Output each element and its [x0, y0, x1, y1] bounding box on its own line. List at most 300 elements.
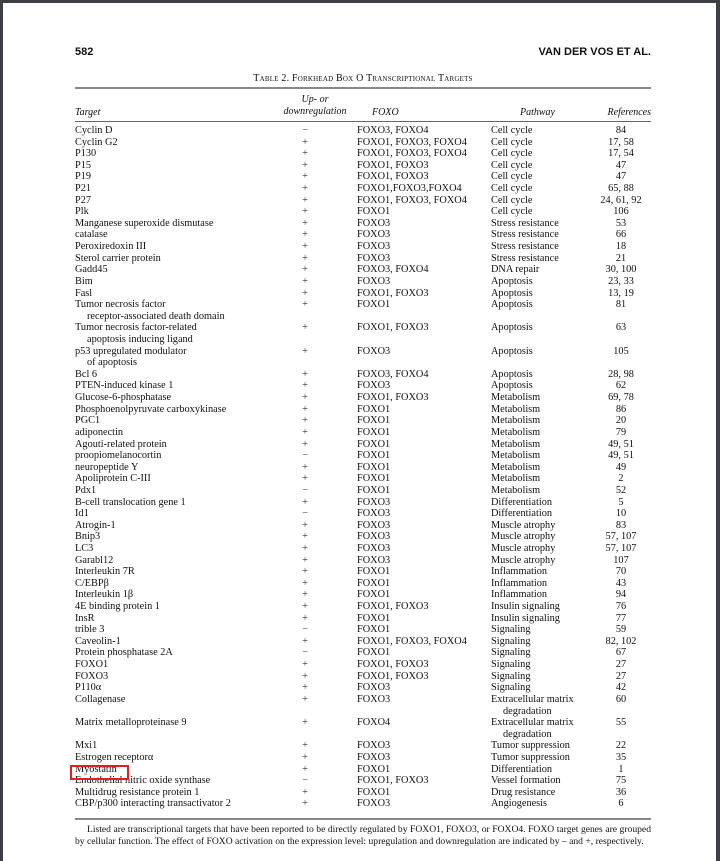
- table-row: [75, 206, 651, 218]
- header-regulation-line1: Up- or: [301, 94, 329, 105]
- cell-target: [75, 137, 118, 149]
- cell-regulation: +: [302, 368, 308, 380]
- table-row: [75, 392, 651, 404]
- cell-regulation: +: [302, 717, 308, 729]
- cell-pathway: [491, 764, 552, 776]
- table-top-rule: [75, 87, 651, 89]
- cell-foxo: FOXO1: [357, 415, 391, 427]
- cell-regulation: +: [302, 415, 308, 427]
- cell-pathway-text: Signaling: [491, 670, 531, 682]
- cell-pathway: [491, 659, 530, 671]
- cell-target: [75, 322, 197, 345]
- table-row: [75, 764, 651, 776]
- cell-target-text: Tumor necrosis factor: [75, 299, 166, 311]
- cell-pathway: [491, 473, 540, 485]
- cell-pathway: [491, 415, 540, 427]
- table-row: [75, 485, 651, 497]
- table-row: [75, 589, 651, 601]
- cell-pathway-text: Signaling: [491, 647, 531, 659]
- cell-regulation: +: [302, 403, 308, 415]
- cell-foxo: FOXO3: [357, 740, 391, 752]
- cell-target: [75, 624, 104, 636]
- running-head: [75, 46, 651, 60]
- cell-regulation: +: [302, 148, 308, 160]
- cell-target: [75, 148, 96, 160]
- cell-foxo: FOXO1, FOXO3: [357, 159, 429, 171]
- cell-references: 49, 51: [608, 438, 634, 450]
- cell-target: [75, 462, 138, 474]
- cell-pathway-text: Metabolism: [491, 484, 541, 496]
- cell-regulation: +: [302, 531, 308, 543]
- cell-regulation: −: [302, 125, 308, 136]
- header-target: Target: [75, 107, 101, 118]
- table-row: [75, 369, 651, 381]
- cell-foxo: FOXO1, FOXO3, FOXO4: [357, 148, 467, 160]
- cell-pathway-text: Muscle atrophy: [491, 542, 556, 554]
- cell-pathway: [491, 787, 555, 799]
- cell-pathway-text: Cell cycle: [491, 194, 533, 206]
- cell-pathway-continuation: degradation: [503, 728, 552, 740]
- cell-references: 53: [615, 217, 627, 229]
- cell-target-text: Garabl12: [75, 554, 114, 566]
- cell-pathway: [491, 322, 533, 334]
- cell-target-text: P15: [75, 159, 92, 171]
- cell-regulation: +: [302, 635, 308, 647]
- header-references: References: [607, 107, 651, 118]
- cell-pathway: [491, 427, 540, 439]
- cell-foxo: FOXO1, FOXO3, FOXO4: [357, 635, 467, 647]
- table-row: [75, 299, 651, 322]
- cell-references: 36: [615, 786, 627, 798]
- cell-pathway-text: Signaling: [491, 659, 531, 671]
- cell-foxo: FOXO1: [357, 566, 391, 578]
- cell-foxo: FOXO3: [357, 508, 391, 520]
- cell-foxo: FOXO1: [357, 484, 391, 496]
- cell-references: 17, 58: [608, 136, 634, 148]
- cell-references: 63: [615, 322, 627, 334]
- cell-target: [75, 497, 186, 509]
- cell-target: [75, 531, 100, 543]
- cell-pathway: [491, 636, 530, 648]
- cell-foxo: FOXO1: [357, 206, 391, 218]
- cell-regulation: +: [302, 763, 308, 775]
- cell-references: 5: [618, 496, 624, 508]
- table-header: [75, 94, 651, 120]
- cell-pathway: [491, 555, 555, 567]
- cell-target-text: CBP/p300 interacting transactivator 2: [75, 798, 231, 810]
- cell-target: [75, 264, 108, 276]
- cell-target-text: neuropeptide Y: [75, 461, 139, 473]
- cell-pathway-text: Vessel formation: [491, 775, 561, 787]
- cell-references: 52: [615, 484, 627, 496]
- cell-target-text: Fasl: [75, 287, 93, 299]
- cell-pathway-text: Metabolism: [491, 403, 541, 415]
- cell-pathway-text: Differentiation: [491, 763, 552, 775]
- cell-foxo: FOXO1: [357, 438, 391, 450]
- cell-pathway-text: Apoptosis: [491, 299, 533, 311]
- cell-references: 83: [615, 519, 627, 531]
- cell-target-text: Sterol carrier protein: [75, 252, 161, 264]
- cell-target: [75, 253, 161, 265]
- cell-target-text: adiponectin: [75, 426, 124, 438]
- cell-target-text: Multidrug resistance protein 1: [75, 786, 200, 798]
- cell-references: 107: [613, 554, 629, 566]
- cell-pathway: [491, 299, 533, 311]
- table-row: [75, 462, 651, 474]
- cell-foxo: FOXO1: [357, 450, 391, 462]
- cell-pathway: [491, 543, 555, 555]
- cell-pathway-text: Tumor suppression: [491, 740, 570, 752]
- document-page: [3, 3, 716, 861]
- cell-target-text: Mxi1: [75, 740, 98, 752]
- cell-references: 47: [615, 159, 627, 171]
- cell-target-text: Protein phosphatase 2A: [75, 647, 173, 659]
- cell-regulation: +: [302, 496, 308, 508]
- cell-target: [75, 589, 133, 601]
- cell-pathway-text: Extracellular matrix: [491, 693, 574, 705]
- cell-regulation: +: [302, 542, 308, 554]
- cell-target-text: Pdx1: [75, 484, 97, 496]
- table-row: [75, 531, 651, 543]
- table-row: [75, 160, 651, 172]
- cell-target: [75, 229, 108, 241]
- cell-regulation: −: [302, 775, 308, 787]
- cell-pathway-text: Differentiation: [491, 496, 552, 508]
- cell-target-text: P27: [75, 194, 92, 206]
- table-row: [75, 427, 651, 439]
- cell-pathway-text: Apoptosis: [491, 275, 533, 287]
- cell-pathway: [491, 671, 530, 683]
- cell-pathway-text: Stress resistance: [491, 241, 559, 253]
- cell-references: 84: [615, 125, 627, 136]
- table-row: [75, 264, 651, 276]
- cell-regulation: +: [302, 217, 308, 229]
- cell-pathway: [491, 798, 547, 810]
- cell-foxo: FOXO3: [357, 229, 391, 241]
- cell-foxo: FOXO4: [357, 717, 391, 729]
- table-row: [75, 508, 651, 520]
- cell-references: 75: [615, 775, 627, 787]
- cell-regulation: +: [302, 566, 308, 578]
- cell-pathway: [491, 404, 540, 416]
- table-row: [75, 183, 651, 195]
- cell-regulation: +: [302, 554, 308, 566]
- cell-regulation: +: [302, 461, 308, 473]
- cell-regulation: +: [302, 229, 308, 241]
- cell-target: [75, 450, 161, 462]
- cell-foxo: FOXO3, FOXO4: [357, 368, 429, 380]
- cell-references: 55: [615, 717, 627, 729]
- cell-regulation: +: [302, 345, 308, 357]
- cell-references: 6: [618, 798, 624, 810]
- cell-references: 23, 33: [608, 275, 634, 287]
- cell-target-text: Estrogen receptorα: [75, 751, 154, 763]
- cell-references: 21: [615, 252, 627, 264]
- cell-regulation: +: [302, 751, 308, 763]
- cell-pathway-text: Apoptosis: [491, 322, 533, 334]
- cell-foxo: FOXO1, FOXO3: [357, 287, 429, 299]
- cell-pathway: [491, 613, 560, 625]
- cell-references: 70: [615, 566, 627, 578]
- cell-regulation: +: [302, 682, 308, 694]
- cell-regulation: −: [302, 450, 308, 462]
- cell-references: 105: [613, 345, 629, 357]
- cell-references: 59: [615, 624, 627, 636]
- cell-regulation: +: [302, 159, 308, 171]
- cell-references: 27: [615, 670, 627, 682]
- cell-target-text: P130: [75, 148, 97, 160]
- cell-foxo: FOXO1, FOXO3: [357, 659, 429, 671]
- header-foxo: FOXO: [372, 107, 399, 118]
- cell-regulation: +: [302, 252, 308, 264]
- table-row: [75, 288, 651, 300]
- cell-pathway-text: Insulin signaling: [491, 601, 560, 613]
- cell-target-text: Matrix metalloproteinase 9: [75, 717, 187, 729]
- table-row: [75, 740, 651, 752]
- cell-target: [75, 218, 213, 230]
- cell-foxo: FOXO1: [357, 577, 391, 589]
- cell-references: 49: [615, 461, 627, 473]
- cell-foxo: FOXO1: [357, 461, 391, 473]
- table-row: [75, 450, 651, 462]
- cell-target: [75, 775, 210, 787]
- cell-target: [75, 601, 160, 613]
- cell-target-text: P21: [75, 183, 92, 195]
- cell-target-continuation: receptor-associated death domain: [87, 310, 225, 322]
- cell-pathway: [491, 578, 547, 590]
- cell-pathway-text: Cell cycle: [491, 206, 533, 218]
- table-row: [75, 322, 651, 345]
- cell-pathway: [491, 531, 555, 543]
- cell-foxo: FOXO3: [357, 751, 391, 763]
- cell-target-text: Myostatin: [75, 763, 117, 775]
- cell-target: [75, 485, 96, 497]
- cell-target-text: Interleukin 7R: [75, 566, 135, 578]
- cell-foxo: FOXO3: [357, 275, 391, 287]
- cell-pathway: [491, 218, 559, 230]
- cell-pathway: [491, 508, 552, 520]
- cell-target: [75, 671, 108, 683]
- cell-target-text: FOXO1: [75, 659, 109, 671]
- cell-foxo: FOXO3, FOXO4: [357, 125, 429, 136]
- table-row: [75, 694, 651, 717]
- cell-foxo: FOXO3: [357, 252, 391, 264]
- cell-pathway-text: Muscle atrophy: [491, 554, 556, 566]
- table-row: [75, 404, 651, 416]
- cell-foxo: FOXO3: [357, 693, 391, 705]
- cell-foxo: FOXO1: [357, 624, 391, 636]
- header-regulation: [280, 94, 350, 118]
- cell-pathway-text: Angiogenesis: [491, 798, 548, 810]
- cell-references: 30, 100: [605, 264, 637, 276]
- cell-pathway-text: Tumor suppression: [491, 751, 570, 763]
- cell-regulation: +: [302, 519, 308, 531]
- table-row: [75, 543, 651, 555]
- cell-regulation: +: [302, 473, 308, 485]
- cell-target: [75, 288, 92, 300]
- cell-foxo: FOXO1: [357, 786, 391, 798]
- cell-regulation: +: [302, 798, 308, 810]
- cell-target-text: C/EBPβ: [75, 577, 109, 589]
- cell-target-text: proopiomelanocortin: [75, 450, 162, 462]
- cell-foxo: FOXO1, FOXO3, FOXO4: [357, 136, 467, 148]
- cell-pathway: [491, 288, 533, 300]
- cell-regulation: +: [302, 392, 308, 404]
- cell-target: [75, 183, 91, 195]
- cell-pathway-text: Stress resistance: [491, 229, 559, 241]
- cell-foxo: FOXO1, FOXO3, FOXO4: [357, 194, 467, 206]
- cell-target: [75, 171, 91, 183]
- cell-target-text: catalase: [75, 229, 108, 241]
- cell-target: [75, 160, 91, 172]
- table-row: [75, 439, 651, 451]
- table-header-rule: [75, 121, 651, 122]
- cell-target: [75, 427, 123, 439]
- cell-regulation: −: [302, 508, 308, 520]
- cell-references: 18: [615, 241, 627, 253]
- table-row: [75, 497, 651, 509]
- cell-references: 17, 54: [608, 148, 634, 160]
- cell-references: 57, 107: [605, 542, 637, 554]
- cell-references: 10: [615, 508, 627, 520]
- cell-pathway: [491, 462, 540, 474]
- cell-target: [75, 798, 231, 810]
- cell-target-text: trible 3: [75, 624, 105, 636]
- table-row: [75, 555, 651, 567]
- cell-target-text: Manganese superoxide dismutase: [75, 217, 214, 229]
- cell-target-text: LC3: [75, 542, 94, 554]
- cell-pathway: [491, 485, 540, 497]
- cell-pathway: [491, 369, 533, 381]
- cell-pathway-text: Extracellular matrix: [491, 717, 574, 729]
- cell-target-text: 4E binding protein 1: [75, 601, 160, 613]
- table-footnote: Listed are transcriptional targets that have been reported to be directly regulated by FOXO1, FOXO3, or FOXO4. FOXO target genes are grouped by cellular function. The effect of FOXO activation on the expression level: upregulation and downregulation are indicated by – and +, respectively.: [75, 824, 651, 847]
- cell-foxo: FOXO3: [357, 519, 391, 531]
- cell-foxo: FOXO3: [357, 554, 391, 566]
- cell-references: 62: [615, 380, 627, 392]
- cell-foxo: FOXO3: [357, 496, 391, 508]
- cell-pathway-text: Signaling: [491, 624, 531, 636]
- cell-pathway: [491, 717, 574, 740]
- cell-foxo: FOXO3: [357, 380, 391, 392]
- cell-pathway-text: Muscle atrophy: [491, 519, 556, 531]
- cell-target-text: Interleukin 1β: [75, 589, 134, 601]
- cell-target: [75, 125, 112, 137]
- cell-regulation: +: [302, 659, 308, 671]
- table-row: [75, 647, 651, 659]
- cell-references: 43: [615, 577, 627, 589]
- cell-pathway: [491, 380, 533, 392]
- table-row: [75, 380, 651, 392]
- cell-pathway: [491, 740, 570, 752]
- table-row: [75, 241, 651, 253]
- cell-regulation: +: [302, 136, 308, 148]
- table-row: [75, 171, 651, 183]
- cell-target-text: Endothelial nitric oxide synthase: [75, 775, 211, 787]
- cell-pathway: [491, 497, 552, 509]
- cell-references: 1: [618, 763, 624, 775]
- cell-pathway-text: Apoptosis: [491, 380, 533, 392]
- table-title: Table 2. Forkhead Box O Transcriptional Targets: [253, 73, 473, 84]
- cell-pathway: [491, 229, 559, 241]
- cell-target: [75, 195, 91, 207]
- page-number: 582: [75, 46, 94, 58]
- table-row: [75, 613, 651, 625]
- cell-pathway-text: Stress resistance: [491, 252, 559, 264]
- cell-foxo: FOXO1, FOXO3: [357, 670, 429, 682]
- cell-references: 27: [615, 659, 627, 671]
- cell-pathway-text: Inflammation: [491, 589, 548, 601]
- cell-target-text: Bnip3: [75, 531, 101, 543]
- cell-target: [75, 764, 117, 776]
- cell-target: [75, 717, 187, 729]
- cell-target-text: Phosphoenolpyruvate carboxykinase: [75, 403, 227, 415]
- cell-pathway-text: Metabolism: [491, 473, 541, 485]
- cell-regulation: +: [302, 740, 308, 752]
- cell-target: [75, 740, 97, 752]
- cell-pathway: [491, 752, 570, 764]
- cell-target-text: Bim: [75, 275, 93, 287]
- cell-pathway: [491, 183, 532, 195]
- cell-foxo: FOXO3: [357, 531, 391, 543]
- cell-regulation: +: [302, 612, 308, 624]
- cell-pathway: [491, 694, 574, 717]
- cell-references: 94: [615, 589, 627, 601]
- cell-references: 2: [618, 473, 624, 485]
- cell-pathway: [491, 195, 532, 207]
- table-row: [75, 253, 651, 265]
- cell-target-text: Collagenase: [75, 693, 126, 705]
- cell-pathway: [491, 566, 547, 578]
- cell-pathway-text: Inflammation: [491, 577, 548, 589]
- cell-foxo: FOXO1: [357, 426, 391, 438]
- cell-pathway-text: Inflammation: [491, 566, 548, 578]
- cell-regulation: +: [302, 171, 308, 183]
- cell-target: [75, 566, 135, 578]
- cell-regulation: +: [302, 322, 308, 334]
- cell-target: [75, 392, 171, 404]
- cell-target: [75, 787, 199, 799]
- cell-pathway-text: Signaling: [491, 682, 531, 694]
- cell-target-text: Apoliprotein C-III: [75, 473, 151, 485]
- cell-target-text: Bcl 6: [75, 368, 98, 380]
- cell-pathway: [491, 392, 540, 404]
- cell-target-text: Glucose-6-phosphatase: [75, 392, 172, 404]
- cell-regulation: +: [302, 299, 308, 311]
- cell-pathway-text: Cell cycle: [491, 183, 533, 195]
- cell-regulation: +: [302, 786, 308, 798]
- cell-target-continuation: of apoptosis: [87, 357, 138, 369]
- cell-references: 76: [615, 601, 627, 613]
- cell-target: [75, 682, 101, 694]
- cell-foxo: FOXO1: [357, 763, 391, 775]
- cell-target-text: B-cell translocation gene 1: [75, 496, 186, 508]
- cell-pathway: [491, 148, 532, 160]
- table-row: [75, 218, 651, 230]
- cell-target-continuation: apoptosis inducing ligand: [87, 334, 193, 345]
- cell-pathway-text: Metabolism: [491, 461, 541, 473]
- cell-pathway-continuation: degradation: [503, 705, 552, 717]
- cell-target: [75, 439, 167, 451]
- cell-target-text: Cyclin G2: [75, 136, 118, 148]
- table-row: [75, 624, 651, 636]
- table-row: [75, 787, 651, 799]
- cell-foxo: FOXO3: [357, 345, 391, 357]
- cell-foxo: FOXO1, FOXO3: [357, 775, 429, 787]
- cell-regulation: +: [302, 438, 308, 450]
- cell-pathway: [491, 241, 559, 253]
- cell-references: 28, 98: [608, 368, 634, 380]
